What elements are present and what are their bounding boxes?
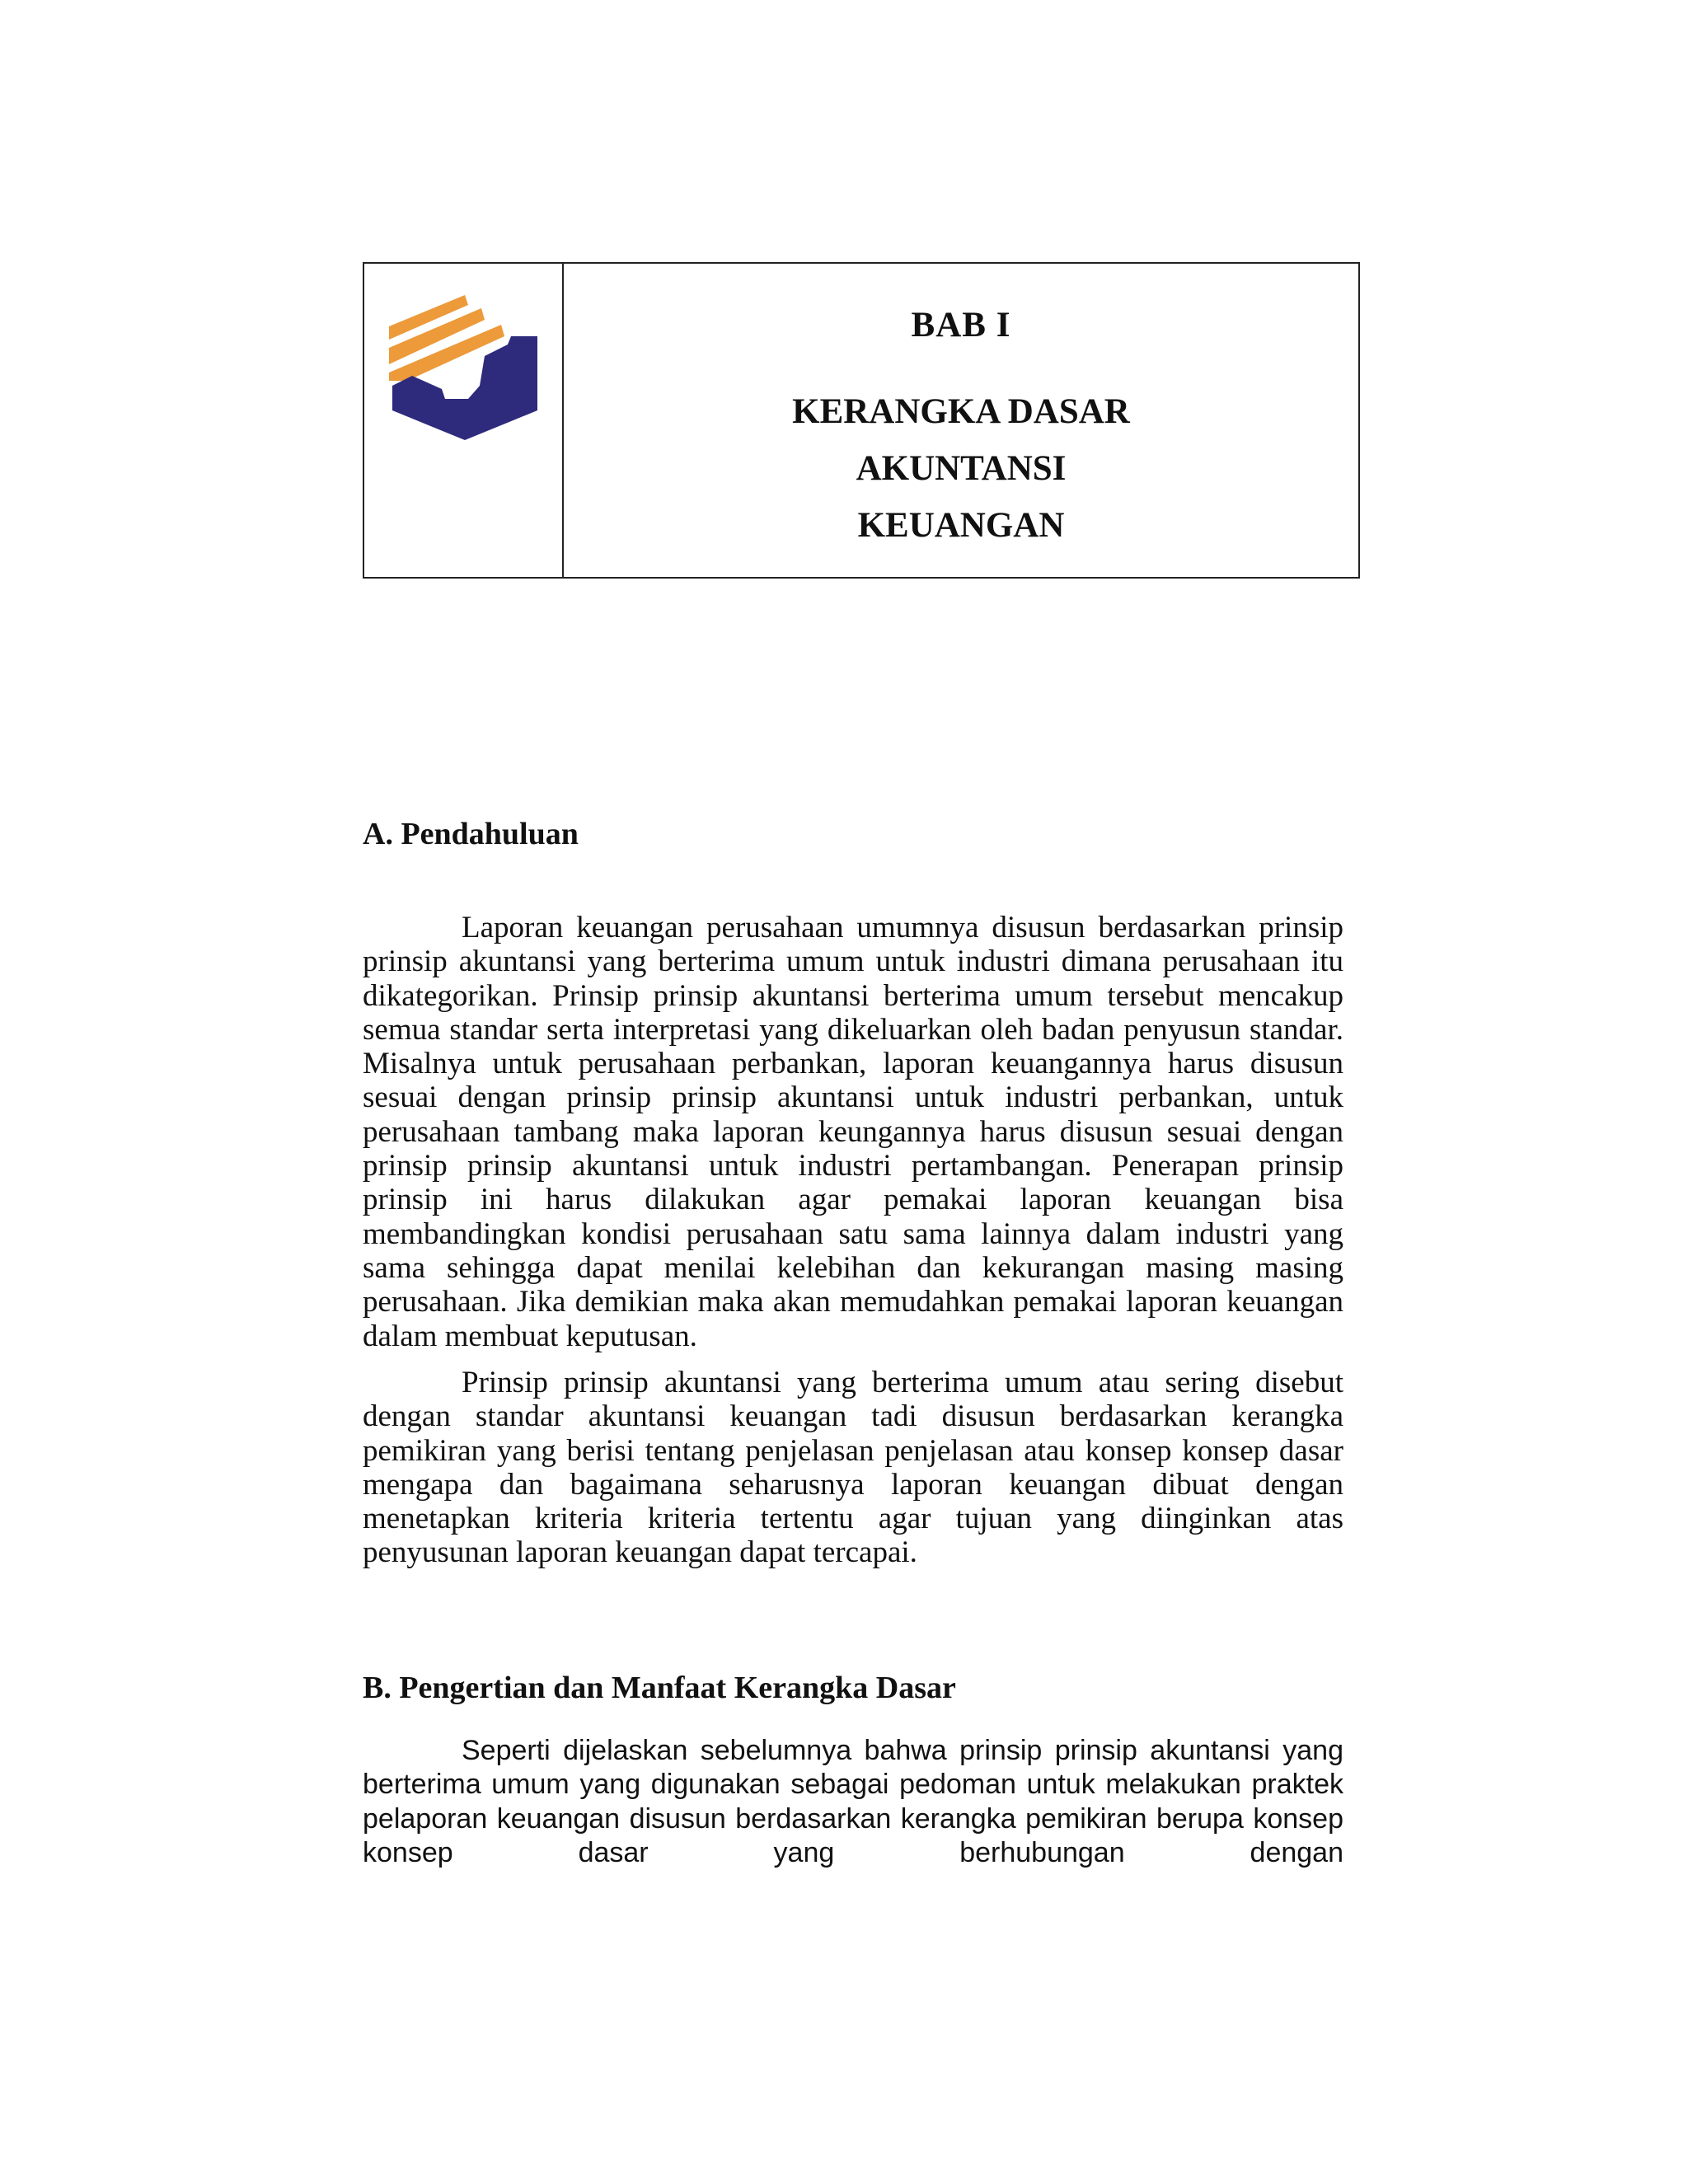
section-heading-b: B. Pengertian dan Manfaat Kerangka Dasar — [363, 1671, 956, 1705]
paragraph-pendahuluan-1: Laporan keuangan perusahaan umumnya disusun berdasarkan prinsip prinsip akuntansi yang berterima umum untuk industri dimana perusahaan itu dikategorikan. Prinsip prinsip akuntansi berterima umum tersebut mencakup semua standar serta interpretasi yang dikeluarkan oleh badan penyusun standar. Misalnya untuk perusahaan perbankan, laporan keuangannya harus disusun sesuai dengan prinsip prinsip akuntansi untuk industri perbankan, untuk perusahaan tambang maka laporan keungannya harus disusun sesuai dengan prinsip prinsip akuntansi untuk industri pertambangan. Penerapan prinsip prinsip ini harus dilakukan agar pemakai laporan keuangan bisa membandingkan kondisi perusahaan satu sama lainnya dalam industri yang sama sehingga dapat menilai kelebihan dan kekurangan masing masing perusahaan. Jika demikian maka akan memudahkan pemakai laporan keuangan dalam membuat keputusan. — [363, 911, 1343, 1353]
chapter-title-line-3: KEUANGAN — [857, 506, 1065, 545]
logo-cell — [364, 264, 564, 577]
chapter-title — [564, 383, 1358, 554]
paragraph-pendahuluan-2: Prinsip prinsip akuntansi yang berterima umum atau sering disebut dengan standar akuntansi keuangan tadi disusun berdasarkan kerangka pemikiran yang berisi tentang penjelasan penjelasan atau konsep konsep dasar mengapa dan bagaimana seharusnya laporan keuangan dibuat dengan menetapkan kriteria kriteria tertentu agar tujuan yang diinginkan atas penyusunan laporan keuangan dapat tercapai. — [363, 1366, 1343, 1570]
chapter-title-cell — [564, 264, 1358, 577]
chapter-number: BAB I — [911, 306, 1011, 344]
section-heading-a: A. Pendahuluan — [363, 817, 579, 851]
chapter-header-box — [363, 262, 1360, 579]
chapter-title-line-2: AKUNTANSI — [856, 449, 1067, 488]
hexagon-logo-icon — [387, 279, 541, 440]
chapter-title-line-1: KERANGKA DASAR — [792, 392, 1130, 431]
paragraph-pengertian-1: Seperti dijelaskan sebelumnya bahwa prinsip prinsip akuntansi yang berterima umum yang digunakan sebagai pedoman untuk melakukan praktek pelaporan keuangan disusun berdasarkan kerangka pemikiran berupa konsep konsep dasar yang berhubungan dengan — [363, 1735, 1343, 1868]
